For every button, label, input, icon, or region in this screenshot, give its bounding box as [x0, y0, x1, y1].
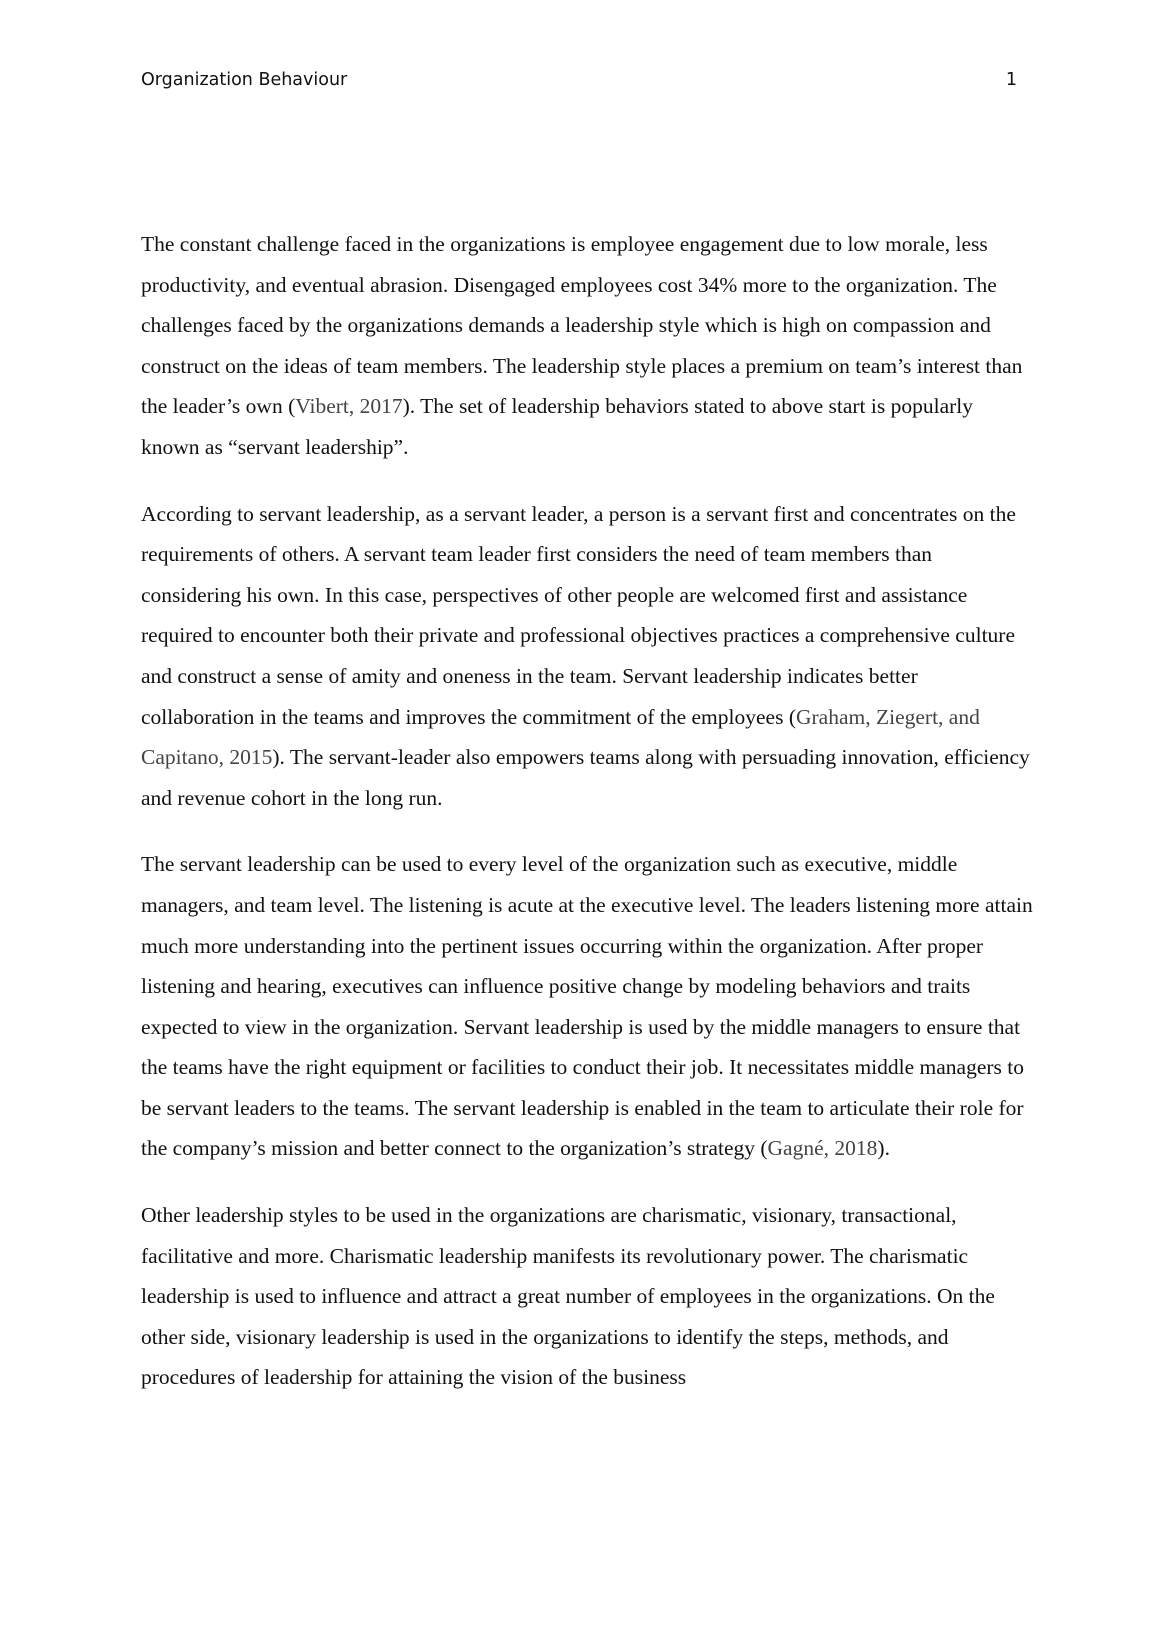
paragraph-text: ). The set of leadership behaviors stated to above start is popularly known as “servant leadership”. — [141, 394, 974, 459]
header-title: Organization Behaviour — [141, 70, 348, 90]
citation: Gagné, 2018 — [767, 1136, 878, 1161]
paragraph-text: The servant leadership can be used to every level of the organization such as executive, middle managers, and team level. The listening is acute at the executive level. The leaders listening more attain much more understanding into the pertinent issues occurring within the organization. After proper listening and hearing, executives can influence positive change by modeling behaviors and traits expected to view in the organization. Servant leadership is used by the middle managers to ensure that the teams have the right equipment or facilities to conduct their job. It necessitates middle managers to be servant leaders to the teams. The servant leadership is enabled in the team to articulate their role for the company’s mission and better connect to the organization’s strategy ( — [141, 852, 1033, 1161]
citation: Graham, Ziegert, and Capitano, 2015 — [141, 704, 980, 770]
paragraph-text: The constant challenge faced in the organizations is employee engagement due to low morale, less productivity, and eventual abrasion. Disengaged employees cost 34% more to the organization. The challenges faced by the organizations demands a leadership style which is high on compassion and construct on the ideas of team members. The leadership style places a premium on team’s interest than the leader’s own ( — [141, 232, 1023, 419]
page-header — [141, 70, 1017, 96]
citation: Vibert, 2017 — [295, 394, 403, 419]
paragraph-text: ). The servant-leader also empowers teams along with persuading innovation, efficiency and revenue cohort in the long run. — [141, 745, 1030, 810]
document-body — [141, 224, 1033, 1424]
paragraph-2 — [141, 494, 1033, 819]
paragraph-4 — [141, 1195, 1033, 1398]
paragraph-3 — [141, 844, 1033, 1169]
page-number: 1 — [1005, 70, 1017, 90]
paragraph-text: ). — [877, 1136, 890, 1161]
paragraph-text: According to servant leadership, as a servant leader, a person is a servant first and concentrates on the requirements of others. A servant team leader first considers the need of team members than considering his own. In this case, perspectives of other people are welcomed first and assistance required to encounter both their private and professional objectives practices a comprehensive culture and construct a sense of amity and oneness in the team. Servant leadership indicates better collaboration in the teams and improves the commitment of the employees ( — [141, 501, 1016, 729]
paragraph-text: Other leadership styles to be used in the organizations are charismatic, visionary, transactional, facilitative and more. Charismatic leadership manifests its revolutionary power. The charismatic leadership is used to influence and attract a great number of employees in the organizations. On the other side, visionary leadership is used in the organizations to identify the steps, methods, and procedures of leadership for attaining the vision of the business — [141, 1203, 995, 1390]
paragraph-1 — [141, 224, 1033, 468]
